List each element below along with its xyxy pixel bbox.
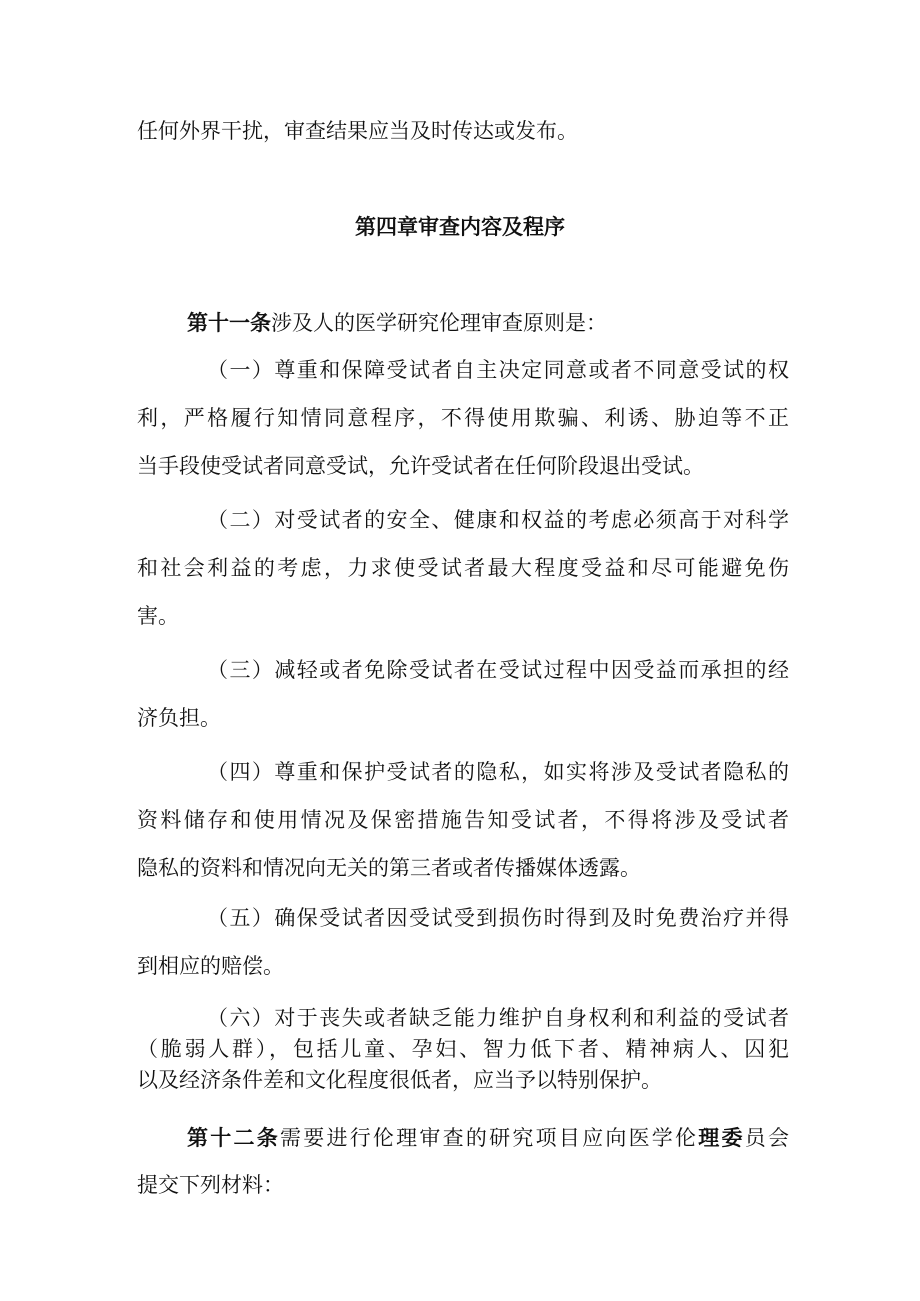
article-11-label: 第十一条	[187, 311, 271, 335]
paragraph-line: 隐私的资料和情况向无关的第三者或者传播媒体透露。	[137, 856, 641, 880]
paragraph-line: 害。	[137, 604, 179, 628]
article-11-line	[187, 308, 789, 338]
paragraph-line: （四）尊重和保护受试者的隐私，如实将涉及受试者隐私的	[207, 760, 789, 784]
paragraph-line: 利，严格履行知情同意程序，不得使用欺骗、利诱、胁迫等不正	[137, 406, 789, 430]
chapter-heading: 第四章审查内容及程序	[355, 215, 565, 239]
paragraph-line: （二）对受试者的安全、健康和权益的考虑必须高于对科学	[207, 508, 789, 532]
paragraph-line: 资料储存和使用情况及保密措施告知受试者，不得将涉及受试者	[137, 808, 789, 832]
paragraph-line: （一）尊重和保障受试者自主决定同意或者不同意受试的权	[207, 358, 789, 382]
paragraph-line: 济负担。	[137, 706, 221, 730]
article-11-text: 涉及人的医学研究伦理审查原则是：	[271, 311, 607, 335]
paragraph-line: （五）确保受试者因受试受到损伤时得到及时免费治疗并得	[207, 906, 789, 930]
article-12-text: 需要进行伦理审查的研究项目应向医学伦	[279, 1126, 699, 1150]
article-12-line	[187, 1123, 789, 1153]
paragraph-line: 以及经济条件差和文化程度很低者，应当予以特别保护。	[137, 1068, 662, 1092]
article-12-text-bold: 理委	[698, 1126, 745, 1150]
article-12-label: 第十二条	[187, 1126, 280, 1150]
paragraph-line: 当手段使受试者同意受试，允许受试者在任何阶段退出受试。	[137, 454, 704, 478]
paragraph-line: 任何外界干扰，审查结果应当及时传达或发布。	[137, 119, 578, 143]
article-12-text-end: 员会	[744, 1126, 790, 1150]
paragraph-line: 到相应的赔偿。	[137, 954, 284, 978]
paragraph-line: （六）对于丧失或者缺乏能力维护自身权利和利益的受试者	[207, 1006, 789, 1030]
paragraph-line: （脆弱人群），包括儿童、孕妇、智力低下者、精神病人、囚犯	[137, 1037, 789, 1061]
paragraph-line: （三）减轻或者免除受试者在受试过程中因受益而承担的经	[207, 658, 789, 682]
paragraph-line: 提交下列材料：	[137, 1173, 284, 1197]
paragraph-line: 和社会利益的考虑，力求使受试者最大程度受益和尽可能避免伤	[137, 556, 789, 580]
